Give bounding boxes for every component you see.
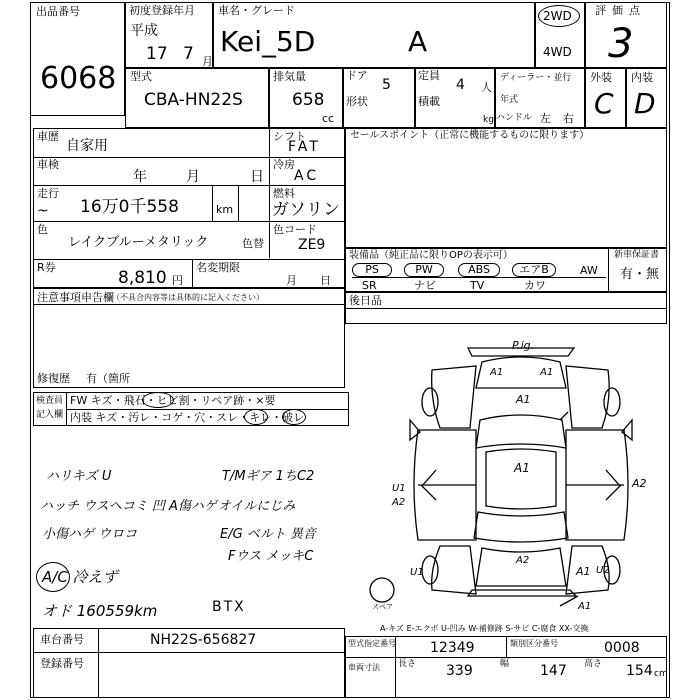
usage-label: 車歴 [37,130,59,143]
cargo-unit: kg [483,115,494,125]
notes-label: 注意事項申告欄 [37,291,114,304]
mark-left-u1: U1 [392,483,406,494]
height-value: 154 [626,663,653,679]
remark-2: ハッチ ウスヘコミ 凹 A傷ハゲ [40,499,217,514]
handle-label: ハンドル [496,113,533,123]
shape-label: 形状 [346,95,368,108]
spare-label: スペア [372,603,393,611]
cert-value: 12349 [430,640,475,656]
repair-label: 修復歴 [37,372,70,385]
color-code-label: 色コード [273,223,317,236]
recycle-unit: 円 [172,274,183,287]
mark-front-right: A1 [540,367,554,378]
registration-label: 登録番号 [40,657,84,670]
drive-4wd: 4WD [543,45,572,59]
length-value: 339 [446,663,473,679]
mark-rear-u2: U2 [596,565,610,576]
equip-navi: ナビ [414,279,436,292]
interior-value: D [634,87,656,120]
equip-tv: TV [470,279,485,292]
mark-rear-hatch: A2 [516,555,530,566]
size-unit: cm [654,669,668,679]
warranty-options: 有・無 [620,267,660,282]
mark-front-left: A1 [490,367,504,378]
repair-value: 有（ [86,372,108,385]
inspection-year: 年 [133,169,147,185]
first-reg-month: 7 [183,44,194,64]
equipment-label: 装備品（純正品に限りOPの表示可） [349,250,513,261]
btx-label: BTX [212,599,246,615]
car-name-value: Kei_5D [220,25,316,58]
first-reg-month-unit: 月 [202,55,213,68]
length-label: 長さ [398,659,417,669]
remark-5: オド 160559km [42,602,158,620]
shift-label: シフト [273,130,306,143]
mark-left-a2: A2 [392,497,406,508]
mark-front-bumper: P.ig. [512,339,535,352]
remark-4: A/C 冷えず [42,568,118,586]
interior-label: 内装 [631,71,653,84]
width-label: 幅 [500,659,510,669]
equip-pw: PW [404,263,444,277]
inspector-label1: 検査員 [36,396,64,406]
capacity-unit: 人 [481,81,492,94]
cert-label: 型式指定番号 [348,639,396,648]
height-label: 高さ [584,659,603,669]
fuel-value: ガソリン [272,200,340,220]
doors-value: 5 [382,77,391,93]
capacity-value: 4 [456,77,465,93]
mark-hood: A1 [516,393,531,406]
lot-label: 出品番号 [36,5,80,18]
displacement-label: 排気量 [273,70,306,83]
class-label: 類別区分番号 [510,639,558,648]
due-month: 月 [286,274,297,287]
inspection-month: 月 [186,169,200,185]
color-value: レイクブルーメタリック [68,235,209,250]
cargo-label: 積載 [418,95,440,108]
remark-1: ハリキズ U [46,469,112,484]
mark-right-a2: A2 [632,477,647,490]
car-name-label: 車名・グレード [218,4,295,17]
after-parts-label: 後日品 [349,294,382,307]
chassis-label: 車台番号 [40,633,84,646]
color-code: ZE9 [298,237,326,253]
remark-right-2: オイルにじみ [218,499,296,514]
model-value: CBA-HN22S [144,90,243,110]
drive-2wd: 2WD [543,9,572,23]
mileage-unit: km [216,203,234,216]
color-change-label: 色替 [242,237,264,250]
mileage-value: 16万0千558 [80,197,179,217]
recycle-label: R券 [37,261,56,274]
mark-roof: A1 [514,461,530,475]
displacement-value: 658 [292,90,325,110]
mileage-label: 走行 [37,187,59,200]
equip-ps: PS [352,263,392,277]
displacement-unit: cc [322,112,335,125]
sales-point-label: セールスポイント（正常に機能するものに限ります） [350,130,590,141]
mark-rear-a1: A1 [576,565,591,578]
chassis-value: NH22S-656827 [150,632,257,648]
repair-unit: 箇所 [108,372,130,385]
equip-leather: カワ [524,279,546,292]
due-day: 日 [320,274,331,287]
handle-left: 左 [540,112,551,125]
equip-airbag: エアB [512,263,556,277]
remark-right-4: Fウス メッキC [228,549,314,564]
width-value: 147 [540,663,567,679]
equip-abs: ABS [458,263,500,277]
rating-value: 3 [608,21,634,67]
inspector-row2: 内装 キズ・汚レ・コゲ・穴・スレ・キレ・破レ [70,411,305,424]
color-label: 色 [37,223,48,236]
inspection-day: 日 [250,169,264,185]
capacity-label: 定員 [418,69,440,82]
dealer-label: ディーラー・並行 [500,73,572,83]
handle-right: 右 [563,112,574,125]
car-grade: A [408,25,428,58]
recycle-value: 8,810 [118,268,167,288]
inspector-label2: 記入欄 [36,410,64,420]
mileage-prefix: ~ [37,203,49,219]
mark-rear-bumper-a1: A1 [578,601,592,612]
mark-left-rear-u1: U1 [410,567,424,578]
first-reg-label: 初度登録年月 [129,4,195,17]
warranty-label: 新車保証書 [614,250,660,260]
doors-label: ドア [346,69,368,82]
model-label: 型式 [130,70,152,83]
usage-value: 自家用 [66,138,108,154]
rating-label: 評価点 [595,4,646,17]
lot-number: 6068 [40,61,117,96]
remark-right-3: E/G ベルト 異音 [220,527,316,542]
equip-aw: AW [580,264,598,277]
aircon-label: 冷房 [273,158,295,171]
remark-3: 小傷ハゲ ウロコ [42,527,138,542]
aircon-value: AC [294,168,320,184]
first-reg-era: 平成 [130,23,158,39]
due-label: 名変期限 [196,261,240,274]
shift-value: FAT [288,139,321,155]
damage-legend: A-キズ E-エクボ U-凹み W-補修跡 S-サビ C-腐食 XX-交換 [380,624,589,633]
remark-right-1: T/Mギア 1ちC2 [222,469,315,484]
size-label: 車両寸法 [348,663,380,672]
fuel-label: 燃料 [273,187,295,200]
equip-sr: SR [362,279,377,292]
first-reg-year: 17 [146,44,168,64]
inspection-label: 車検 [37,158,59,171]
inspector-row1: FW キズ・飛石・ヒビ割・リペア跡・×要 [70,394,276,407]
exterior-label: 外装 [590,71,612,84]
class-value: 0008 [604,640,640,656]
notes-sub: （不具合内容等は具体的に記入ください） [112,293,264,302]
dealer-year-label: 年式 [500,95,519,105]
exterior-value: C [594,87,614,120]
